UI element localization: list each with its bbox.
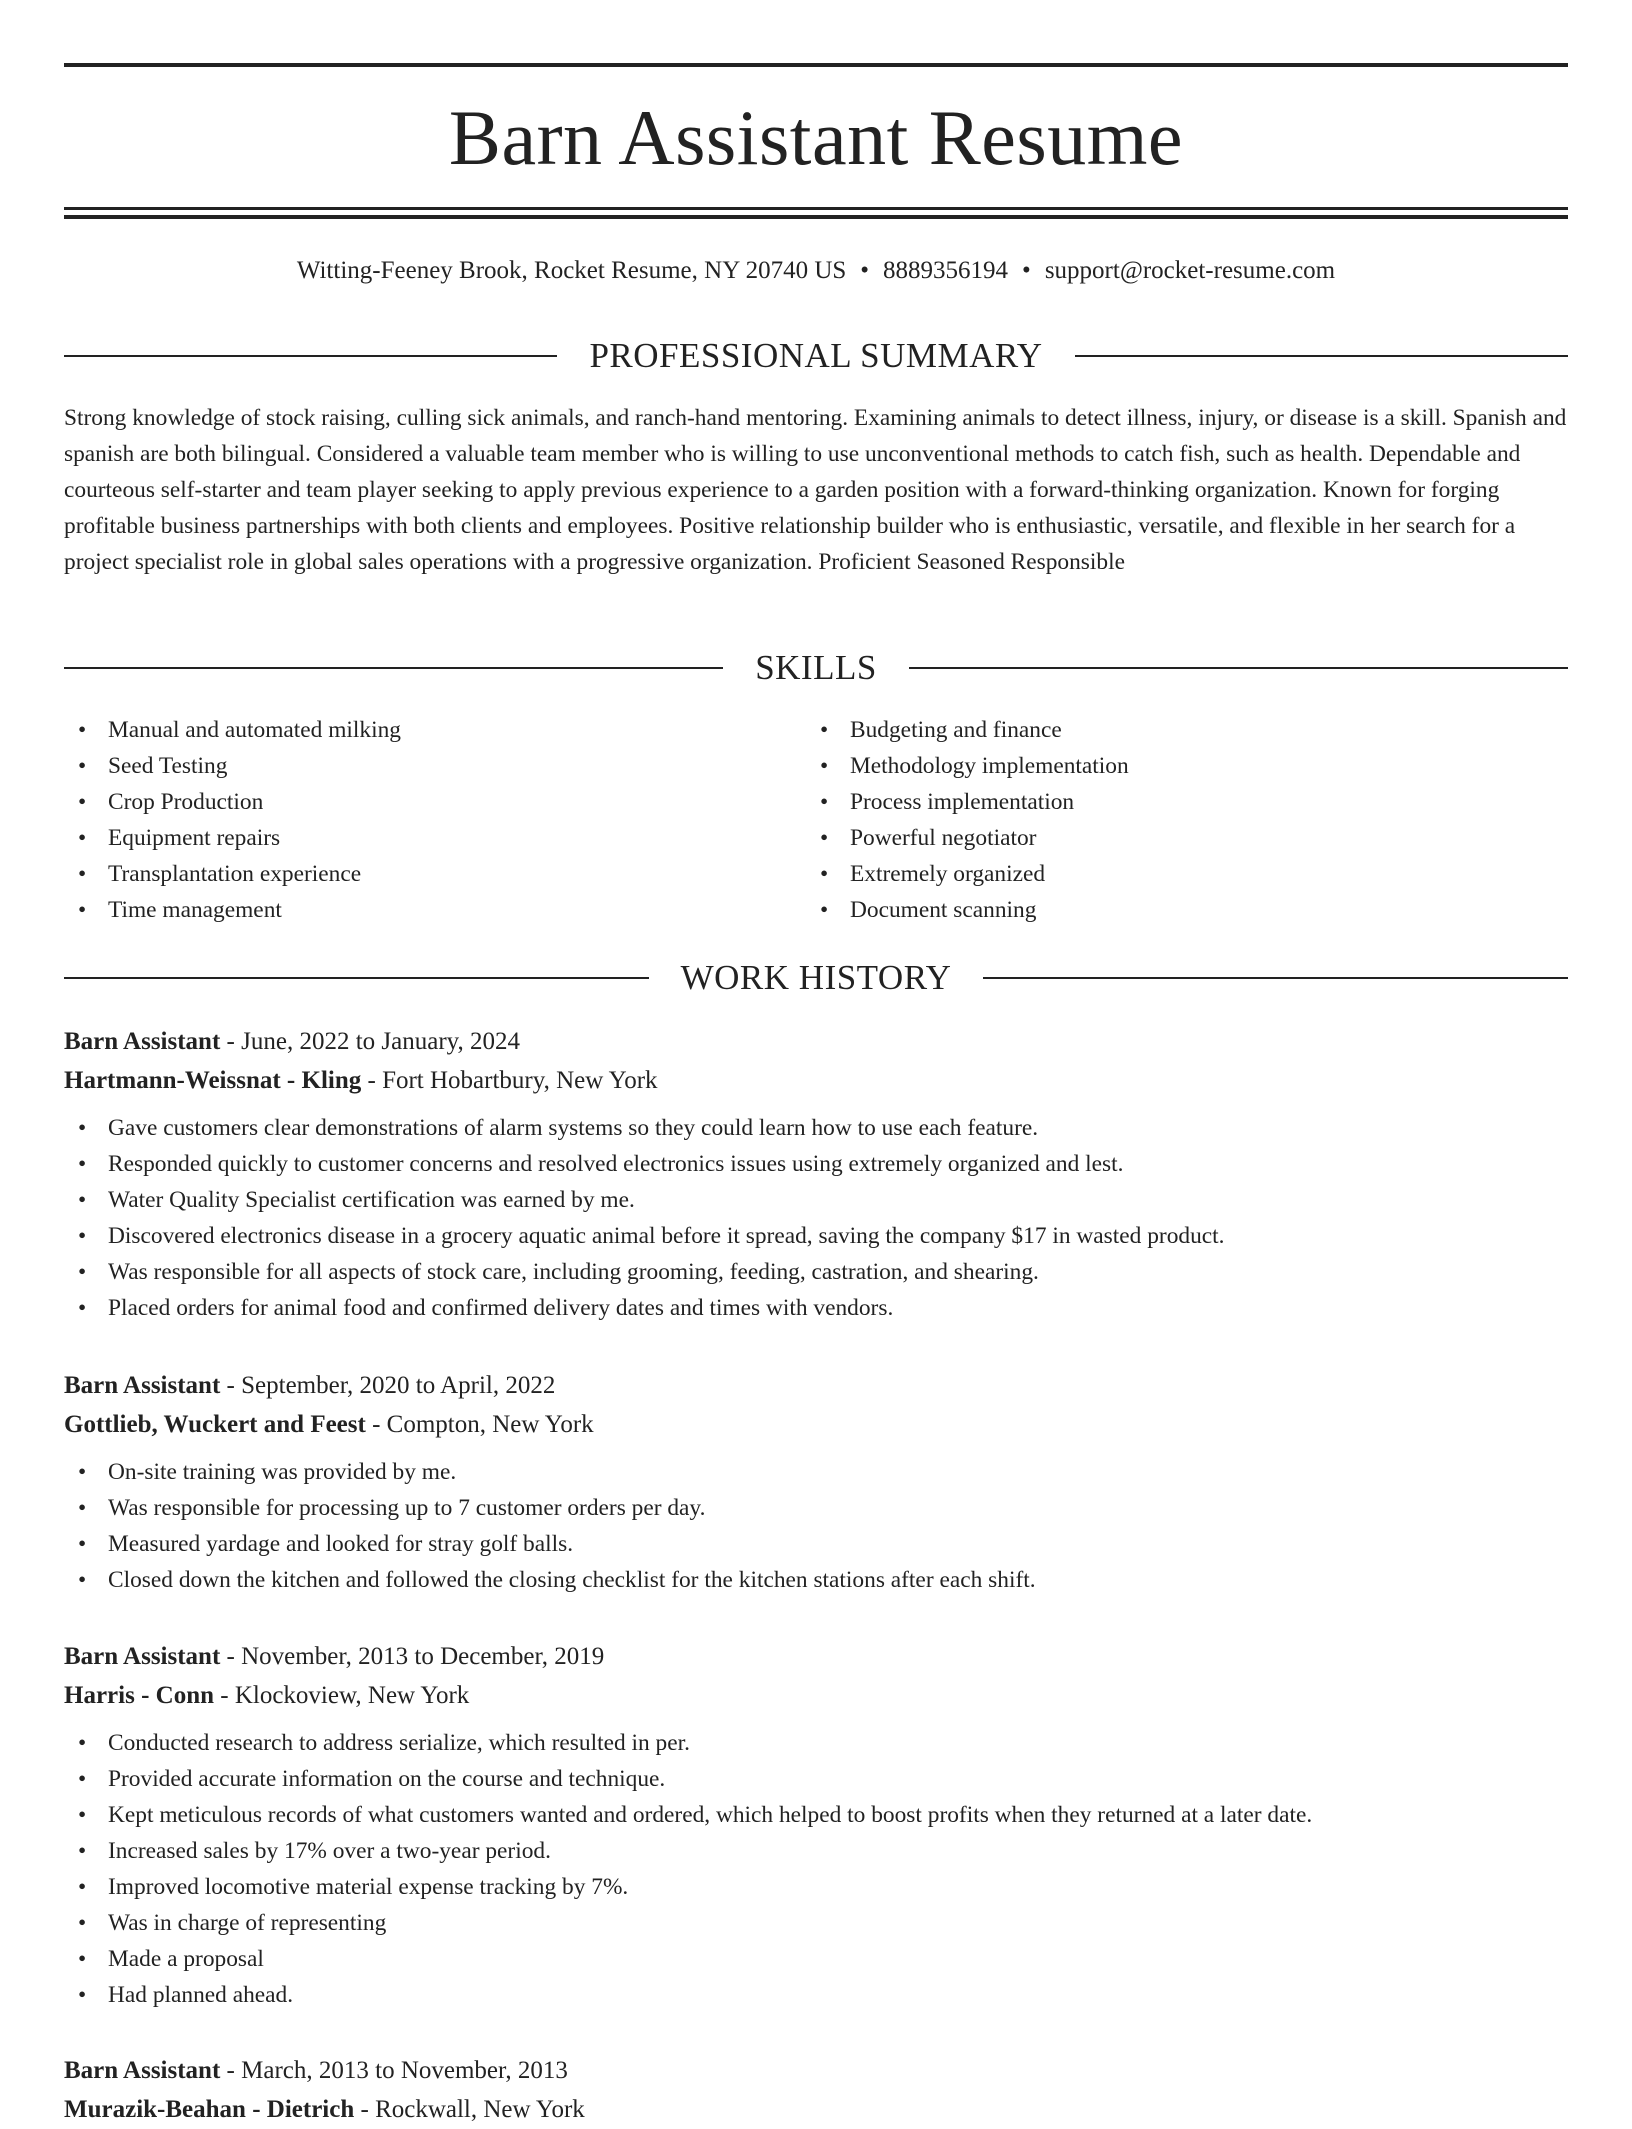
title-rule-lower (64, 215, 1568, 219)
skill-item: • Manual and automated milking (64, 712, 804, 748)
job-bullet: • Improved locomotive material expense tracking by 7%. (64, 1869, 1568, 1905)
job-bullet: • Gave customers clear demonstrations of alarm systems so they could learn how to use each feature. (64, 1110, 1568, 1146)
heading-rule-right (983, 977, 1568, 979)
job-bullet: • Conducted research to address serialize, which resulted in per. (64, 1725, 1568, 1761)
skill-item: • Transplantation experience (64, 856, 804, 892)
job-bullet: • Measured yardage and looked for stray golf balls. (64, 1526, 1568, 1562)
section-heading-skills (64, 646, 1568, 690)
skill-item: • Extremely organized (806, 856, 1566, 892)
heading-rule-left (64, 355, 557, 357)
job-dates: September, 2020 to April, 2022 (241, 1372, 556, 1399)
job-bullet: • Water Quality Specialist certification was earned by me. (64, 1182, 1568, 1218)
job-location: Rockwall, New York (375, 2096, 585, 2123)
job-title: Barn Assistant (64, 2057, 221, 2084)
job-bullets (64, 1454, 1568, 1598)
contact-line (64, 253, 1568, 289)
job-title: Barn Assistant (64, 1028, 221, 1055)
heading-rule-left (64, 977, 649, 979)
job-company-line: Murazik-Beahan - Dietrich - Rockwall, New York (64, 2096, 585, 2123)
job-company: Murazik-Beahan - Dietrich (64, 2096, 355, 2123)
job-bullet: • Kept meticulous records of what customers wanted and ordered, which helped to boost profits when they returned at a later date. (64, 1797, 1568, 1833)
job-bullet: • Had planned ahead. (64, 1977, 1568, 2013)
job-location: Compton, New York (386, 1411, 594, 1438)
job-company: Hartmann-Weissnat - Kling (64, 1067, 362, 1094)
job-entry (64, 1637, 1568, 2013)
skills-list-left (64, 712, 804, 928)
section-title: PROFESSIONAL SUMMARY (589, 336, 1043, 375)
job-company-line: Gottlieb, Wuckert and Feest - Compton, New York (64, 1411, 594, 1438)
job-company-line: Harris - Conn - Klockoview, New York (64, 1682, 470, 1709)
contact-address: Witting-Feeney Brook, Rocket Resume, NY 20740 US (296, 257, 847, 284)
skill-item: • Crop Production (64, 784, 804, 820)
job-location: Fort Hobartbury, New York (382, 1067, 658, 1094)
skill-item: • Powerful negotiator (806, 820, 1566, 856)
title-rule-upper (64, 207, 1568, 210)
section-title: WORK HISTORY (680, 958, 952, 997)
job-bullet: • Made a proposal (64, 1941, 1568, 1977)
skills-list-right (806, 712, 1566, 928)
job-role-line: Barn Assistant - November, 2013 to December, 2019 (64, 1643, 605, 1670)
section-heading-work (64, 956, 1568, 1000)
skill-item: • Time management (64, 892, 804, 928)
skill-item: • Budgeting and finance (806, 712, 1566, 748)
job-bullet: • Provided accurate information on the course and technique. (64, 1761, 1568, 1797)
job-dates: March, 2013 to November, 2013 (241, 2057, 568, 2084)
job-bullet: • Discovered electronics disease in a grocery aquatic animal before it spread, saving the company $17 in wasted product. (64, 1218, 1568, 1254)
skill-item: • Equipment repairs (64, 820, 804, 856)
contact-email: support@rocket-resume.com (1044, 257, 1336, 284)
job-bullet: • Placed orders for animal food and confirmed delivery dates and times with vendors. (64, 1290, 1568, 1326)
section-heading-summary (64, 334, 1568, 378)
contact-separator: • (1022, 257, 1031, 284)
skill-item: • Document scanning (806, 892, 1566, 928)
job-bullet: • Responded quickly to customer concerns and resolved electronics issues using extremely organized and lest. (64, 1146, 1568, 1182)
skill-item: • Seed Testing (64, 748, 804, 784)
section-title: SKILLS (755, 648, 877, 687)
job-bullets (64, 1110, 1568, 1326)
skill-item: • Process implementation (806, 784, 1566, 820)
heading-rule-right (909, 667, 1568, 669)
skill-item: • Methodology implementation (806, 748, 1566, 784)
job-entry (64, 2051, 1568, 2129)
job-role-line: Barn Assistant - September, 2020 to April, 2022 (64, 1372, 556, 1399)
contact-separator: • (860, 257, 870, 284)
job-bullet: • Was responsible for all aspects of stock care, including grooming, feeding, castration, and shearing. (64, 1254, 1568, 1290)
job-bullet: • Was in charge of representing (64, 1905, 1568, 1941)
top-rule (64, 63, 1568, 67)
job-bullets (64, 1725, 1568, 2013)
job-title: Barn Assistant (64, 1372, 221, 1399)
contact-phone: 8889356194 (883, 257, 1009, 284)
job-title: Barn Assistant (64, 1643, 221, 1670)
job-role-line: Barn Assistant - June, 2022 to January, 2024 (64, 1028, 521, 1055)
job-bullet: • Closed down the kitchen and followed the closing checklist for the kitchen stations after each shift. (64, 1562, 1568, 1598)
job-company: Harris - Conn (64, 1682, 214, 1709)
job-entry (64, 1366, 1568, 1598)
job-dates: November, 2013 to December, 2019 (241, 1643, 605, 1670)
job-bullet: • Was responsible for processing up to 7 customer orders per day. (64, 1490, 1568, 1526)
resume-title: Barn Assistant Resume (448, 94, 1184, 181)
heading-rule-right (1075, 355, 1568, 357)
job-bullet: • Increased sales by 17% over a two-year period. (64, 1833, 1568, 1869)
job-location: Klockoview, New York (234, 1682, 470, 1709)
heading-rule-left (64, 667, 723, 669)
job-company: Gottlieb, Wuckert and Feest (64, 1411, 366, 1438)
job-dates: June, 2022 to January, 2024 (241, 1028, 521, 1055)
job-bullet: • On-site training was provided by me. (64, 1454, 1568, 1490)
summary-paragraph: Strong knowledge of stock raising, culling sick animals, and ranch-hand mentoring. Examining animals to detect illness, injury, or disease is a skill. Spanish and spanish are both bilingual. Considered a valuable team member who is willing to use unconventional methods to catch fish, such as health. Dependable and courteous self-starter and team player seeking to apply previous experience to a garden position with a forward-thinking organization. Known for forging profitable business partnerships with both clients and employees. Positive relationship builder who is enthusiastic, versatile, and flexible in her search for a project specialist role in global sales operations with a progressive organization. Proficient Seasoned Responsible (64, 405, 1567, 575)
job-entry (64, 1022, 1568, 1326)
job-role-line: Barn Assistant - March, 2013 to November, 2013 (64, 2057, 568, 2084)
job-company-line: Hartmann-Weissnat - Kling - Fort Hobartbury, New York (64, 1067, 658, 1094)
